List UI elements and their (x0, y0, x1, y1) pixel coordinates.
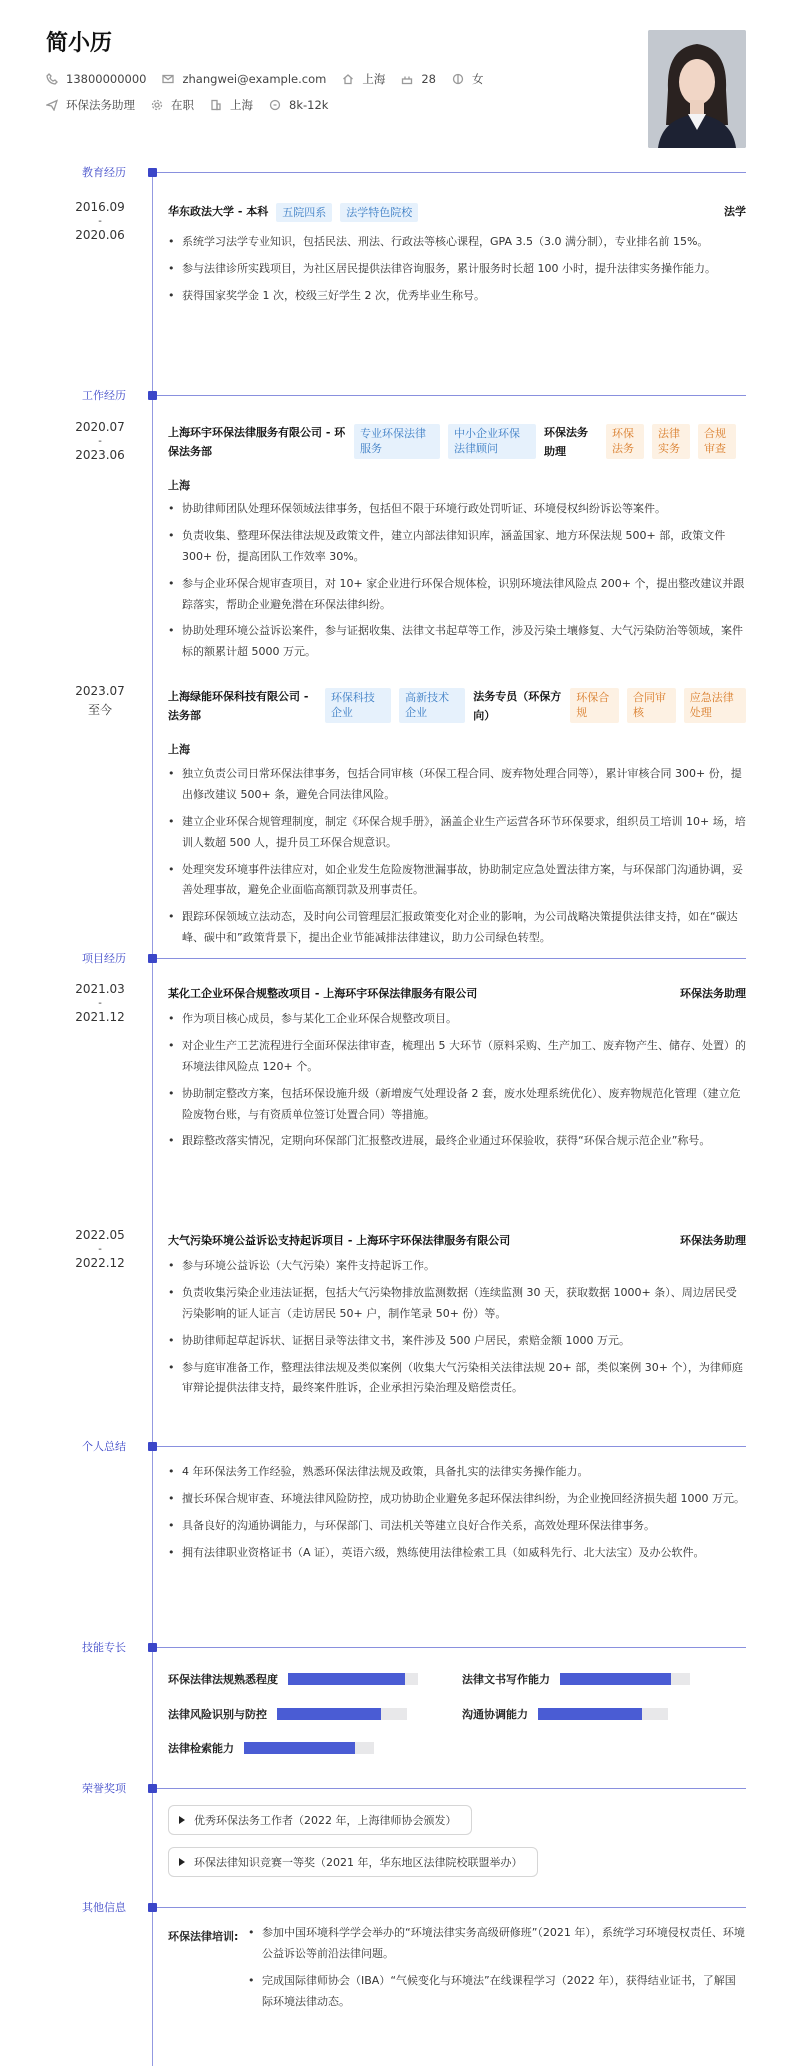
education-head (168, 203, 746, 222)
work-location: 上海 (168, 743, 190, 756)
contact-row-1 (46, 71, 746, 87)
school-name: 华东政法大学 - 本科 (168, 205, 269, 218)
candidate-name: 简小历 (46, 31, 113, 56)
skill-bar (244, 1742, 374, 1754)
list-item: • 处理突发环境事件法律应对，如企业发生危险废物泄漏事故，协助制定应急处置法律方案，与环保部门沟通协调，妥善处理事故，避免企业面临高额罚款及刑事责任。 (168, 860, 746, 902)
project-head (168, 985, 746, 1001)
skill-item (462, 1671, 690, 1687)
section-title-project: 项目经历 (82, 952, 126, 965)
project-head (168, 1232, 746, 1248)
award-text: 优秀环保法务工作者（2022 年，上海律师协会颁发） (194, 1814, 457, 1827)
company-tag: 专业环保法律服务 (354, 424, 440, 459)
list-item: • 参与庭审准备工作，整理法律法规及类似案例（收集大气污染相关法律法规 20+ 部，类似案例 30+ 个），为律师庭审辩论提供法律支持，最终案件胜诉，企业承担污染治理及赔偿责任。 (168, 1358, 746, 1400)
section-divider (157, 958, 746, 959)
skill-bar-fill (538, 1708, 642, 1720)
skill-tag: 法律实务 (652, 424, 690, 459)
work-head (168, 688, 746, 725)
skill-name: 法律文书写作能力 (462, 1673, 550, 1686)
award-item[interactable] (168, 1805, 472, 1835)
timeline-line (152, 172, 153, 2066)
list-item: • 拥有法律职业资格证书（A 证），英语六级，熟练使用法律检索工具（如威科先行、北大法宝）及办公软件。 (168, 1543, 746, 1564)
section-title-work: 工作经历 (82, 389, 126, 402)
education-date: 2016.09 - 2020.06 (75, 200, 125, 242)
section-divider (157, 1788, 746, 1789)
section-title-skills: 技能专长 (82, 1641, 126, 1654)
education-bullets (168, 232, 746, 313)
section-title-summary: 个人总结 (82, 1440, 126, 1453)
list-item: • 独立负责公司日常环保法律事务，包括合同审核（环保工程合同、废弃物处理合同等），累计审核合同 300+ 份，提出修改建议 500+ 条，避免合同法律风险。 (168, 764, 746, 806)
home-icon (342, 73, 354, 85)
award-text: 环保法律知识竞赛一等奖（2021 年，华东地区法律院校联盟举办） (194, 1856, 523, 1869)
list-item: • 跟踪整改落实情况，定期向环保部门汇报整改进展，最终企业通过环保验收，获得“环保合规示范企业”称号。 (168, 1131, 746, 1152)
company-tag: 中小企业环保法律顾问 (448, 424, 536, 459)
list-item: • 参加中国环境科学学会举办的“环境法律实务高级研修班”（2021 年），系统学习环境侵权责任、环境公益诉讼等前沿法律问题。 (248, 1923, 746, 1965)
profile-photo (648, 30, 746, 148)
section-title-honors: 荣誉奖项 (82, 1782, 126, 1795)
project-role: 环保法务助理 (680, 987, 746, 1000)
list-item: • 参与环境公益诉讼（大气污染）案件支持起诉工作。 (168, 1256, 746, 1277)
list-item: • 建立企业环保合规管理制度，制定《环保合规手册》，涵盖企业生产运营各环节环保要求，组织员工培训 10+ 场，培训人数超 500 人，提升员工环保合规意识。 (168, 812, 746, 854)
award-item[interactable] (168, 1847, 538, 1877)
list-item: • 负责收集、整理环保法律法规及政策文件，建立内部法律知识库，涵盖国家、地方环保法规 500+ 部，政策文件 300+ 份，提高团队工作效率 30%。 (168, 526, 746, 568)
job-status: 在职 (171, 98, 194, 112)
section-marker (148, 1442, 157, 1451)
work-head (168, 424, 746, 461)
section-marker (148, 1784, 157, 1793)
skill-tag: 环保法务 (606, 424, 644, 459)
work-bullets (168, 764, 746, 955)
skill-bar-fill (288, 1673, 405, 1685)
list-item: • 完成国际律师协会（IBA）“气候变化与环境法”在线课程学习（2022 年），获得结业证书，了解国际环境法律动态。 (248, 1971, 746, 2013)
list-item: • 具备良好的沟通协调能力，与环保部门、司法机关等建立良好合作关系，高效处理环保法律事务。 (168, 1516, 746, 1537)
job-title: 环保法务助理 (66, 98, 135, 112)
skill-tag: 合同审核 (627, 688, 676, 723)
coin-icon (269, 99, 281, 111)
list-item: • 作为项目核心成员，参与某化工企业环保合规整改项目。 (168, 1009, 746, 1030)
work-date: 2020.07 - 2023.06 (75, 420, 125, 462)
role: 法务专员（环保方向） (473, 690, 562, 722)
list-item: • 参与企业环保合规审查项目，对 10+ 家企业进行环保合规体检，识别环境法律风险点 200+ 个，提出整改建议并跟踪落实，帮助企业避免潜在环保法律纠纷。 (168, 574, 746, 616)
skill-name: 法律检索能力 (168, 1742, 234, 1755)
list-item: • 协助律师团队处理环保领域法律事务，包括但不限于环境行政处罚听证、环境侵权纠纷诉讼等案件。 (168, 499, 746, 520)
list-item: • 擅长环保合规审查、环境法律风险防控，成功协助企业避免多起环保法律纠纷，为企业挽回经济损失超 1000 万元。 (168, 1489, 746, 1510)
section-marker (148, 391, 157, 400)
list-item: • 协助处理环境公益诉讼案件，参与证据收集、法律文书起草等工作，涉及污染土壤修复、大气污染防治等领域，案件标的额累计超 5000 万元。 (168, 621, 746, 663)
list-item: • 跟踪环保领域立法动态，及时向公司管理层汇报政策变化对企业的影响，为公司战略决策提供法律支持，如在“碳达峰、碳中和”政策背景下，提出企业节能减排法律建议，助力公司绿色转型。 (168, 907, 746, 949)
section-marker (148, 168, 157, 177)
company-name: 上海绿能环保科技有限公司 - 法务部 (168, 690, 309, 722)
section-divider (157, 395, 746, 396)
play-icon (179, 1858, 185, 1866)
project-bullets (168, 1009, 746, 1158)
other-bullets (248, 1923, 746, 2019)
project-title: 某化工企业环保合规整改项目 - 上海环宇环保法律服务有限公司 (168, 987, 478, 1000)
summary-bullets (168, 1462, 746, 1570)
list-item: • 对企业生产工艺流程进行全面环保法律审查，梳理出 5 大环节（原料采购、生产加工、废弃物产生、储存、处置）的环境法律风险点 120+ 个。 (168, 1036, 746, 1078)
section-divider (157, 1647, 746, 1648)
skill-bar-fill (560, 1673, 671, 1685)
skill-bar-fill (244, 1742, 355, 1754)
avatar-illustration (648, 30, 746, 148)
company-name: 上海环宇环保法律服务有限公司 - 环保法务部 (168, 426, 346, 458)
major: 法学 (724, 205, 746, 218)
list-item: • 系统学习法学专业知识，包括民法、刑法、行政法等核心课程，GPA 3.5（3.0 满分制），专业排名前 15%。 (168, 232, 746, 253)
skill-name: 环保法律法规熟悉程度 (168, 1673, 278, 1686)
list-item: • 负责收集污染企业违法证据，包括大气污染物排放监测数据（连续监测 30 天，获取数据 1000+ 条）、周边居民受污染影响的证人证言（走访居民 50+ 户，制作笔录 50+ 份）等。 (168, 1283, 746, 1325)
email-icon (162, 73, 174, 85)
resume-header (46, 26, 746, 113)
project-title: 大气污染环境公益诉讼支持起诉项目 - 上海环宇环保法律服务有限公司 (168, 1234, 511, 1247)
section-title-other: 其他信息 (82, 1901, 126, 1914)
list-item: • 4 年环保法务工作经验，熟悉环保法律法规及政策，具备扎实的法律实务操作能力。 (168, 1462, 746, 1483)
cake-icon (401, 73, 413, 85)
skill-tag: 应急法律处理 (684, 688, 746, 723)
company-tag: 环保科技企业 (325, 688, 391, 723)
target-city: 上海 (230, 98, 253, 112)
gender-icon (452, 73, 464, 85)
section-marker (148, 1643, 157, 1652)
phone: 13800000000 (66, 72, 147, 86)
skill-tag: 环保合规 (570, 688, 619, 723)
project-role: 环保法务助理 (680, 1234, 746, 1247)
skill-item (168, 1671, 418, 1687)
skill-bar (288, 1673, 418, 1685)
list-item: • 获得国家奖学金 1 次，校级三好学生 2 次，优秀毕业生称号。 (168, 286, 746, 307)
contact-row-2 (46, 97, 746, 113)
list-item: • 协助律师起草起诉状、证据目录等法律文书，案件涉及 500 户居民，索赔金额 1000 万元。 (168, 1331, 746, 1352)
list-item: • 协助制定整改方案，包括环保设施升级（新增废气处理设备 2 套，废水处理系统优化）、废弃物规范化管理（建立危险废物台账，与有资质单位签订处置合同）等措施。 (168, 1084, 746, 1126)
section-divider (157, 1907, 746, 1908)
age: 28 (421, 72, 436, 86)
salary: 8k-12k (289, 98, 329, 112)
city: 上海 (362, 72, 386, 86)
education-tag: 五院四系 (276, 203, 332, 222)
skill-tag: 合规审查 (698, 424, 736, 459)
education-tag: 法学特色院校 (340, 203, 418, 222)
section-marker (148, 954, 157, 963)
gear-icon (151, 99, 163, 111)
skill-bar (277, 1708, 407, 1720)
project-date: 2022.05 - 2022.12 (75, 1228, 125, 1270)
skill-name: 沟通协调能力 (462, 1708, 528, 1721)
section-divider (157, 1446, 746, 1447)
skill-bar (560, 1673, 690, 1685)
skill-name: 法律风险识别与防控 (168, 1708, 267, 1721)
gender: 女 (471, 72, 484, 86)
project-date: 2021.03 - 2021.12 (75, 982, 125, 1024)
company-tag: 高新技术企业 (399, 688, 465, 723)
skill-bar-fill (277, 1708, 381, 1720)
phone-icon (46, 73, 58, 85)
send-icon (46, 99, 58, 111)
email: zhangwei@example.com (182, 72, 327, 86)
other-label: 环保法律培训: (168, 1930, 239, 1943)
building-icon (210, 99, 222, 111)
section-title-education: 教育经历 (82, 166, 126, 179)
project-bullets (168, 1256, 746, 1405)
section-divider (157, 172, 746, 173)
work-bullets (168, 499, 746, 669)
work-location: 上海 (168, 479, 190, 492)
skill-bar (538, 1708, 668, 1720)
work-date: 2023.07 至今 (75, 684, 125, 717)
skill-item (168, 1740, 374, 1756)
skill-item (168, 1706, 407, 1722)
skill-item (462, 1706, 668, 1722)
section-marker (148, 1903, 157, 1912)
play-icon (179, 1816, 185, 1824)
role: 环保法务助理 (544, 426, 588, 458)
list-item: • 参与法律诊所实践项目，为社区居民提供法律咨询服务，累计服务时长超 100 小时，提升法律实务操作能力。 (168, 259, 746, 280)
